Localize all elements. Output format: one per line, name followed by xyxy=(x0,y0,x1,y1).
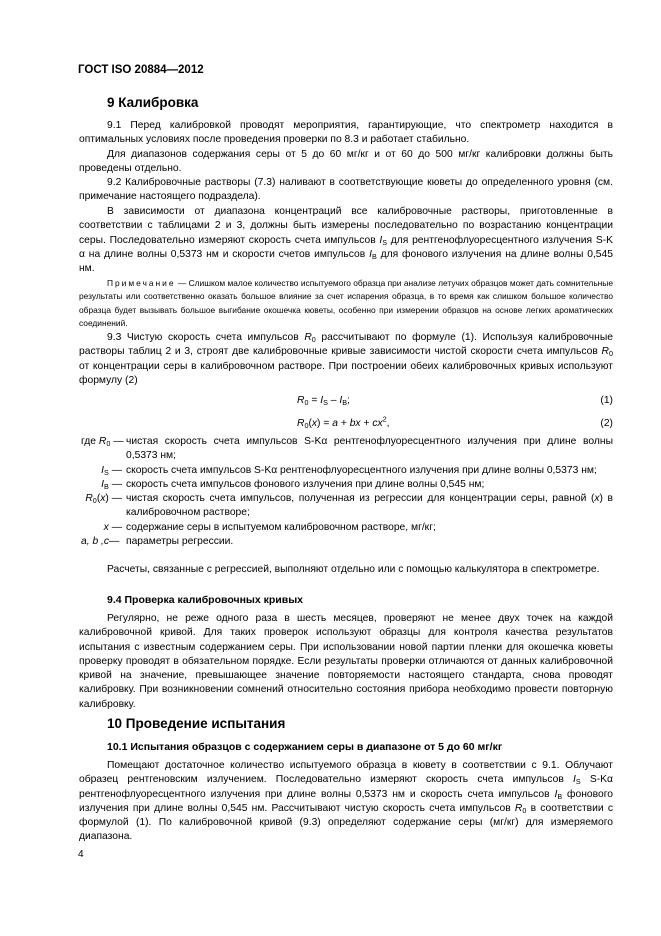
paragraph-9-4: Регулярно, не реже одного раза в шесть месяцев, проверяют не менее двух точек на каждой калибровочной кривой. Для таких проверок используют образцы для контроля качества результатов испытания с известным содержанием серы. При использовании новой партии пленки для окошечка кюветы проверку проводят в обязательном порядке. Если результаты проверки отличаются от данных калибровочной кривой на значение, превышающее значение повторяемости настоящего стандарта, снова проводят калибровку. При возникновении сомнений относительно состояния прибора необходимо провести повторную калибровку. xyxy=(79,613,613,710)
formula-2-expression: $R_0(x) = a$ + bx + $cx^2$, xyxy=(297,414,390,430)
formula-2 xyxy=(79,414,613,431)
definition-is: $I_S$ — скорость счета импульсов S-Kα рентгенофлуоресцентного излучения при длине волны 0,5373 нм; xyxy=(101,464,597,477)
formula-1 xyxy=(79,394,613,408)
subsection-9-4-title: 9.4 Проверка калибровочных кривых xyxy=(107,594,304,606)
section-10-title: 10 Проведение испытания xyxy=(107,716,286,731)
definition-x: x — содержание серы в испытуемом калибровочном растворе, мг/кг; xyxy=(103,521,436,533)
definition-r0: где $R_0$ — чистая скорость счета импульсов S-Kα рентгенофлуоресцентного излучения при длине волны 0,5373 нм; xyxy=(81,436,613,462)
section-9-title: 9 Калибровка xyxy=(107,95,199,110)
page-number: 4 xyxy=(78,849,84,860)
formula-1-expression: $R_0 = I_S - I_B$; xyxy=(297,395,350,407)
note-paragraph xyxy=(79,277,613,331)
note-text: — Слишком малое количество испытуемого образца при анализе летучих образцов может дать сомнительные результаты или соответственно оказать большое влияние за счет испарения образца, в то время как слишком большое количество образца будет вызывать большое выгибание окошечка кюветы, особенно при измерении образцов на основе легких ароматических соединений. xyxy=(79,278,613,329)
definition-r0x: $R_0(x)$ — чистая скорость счета импульсов, полученная из регрессии для концентрации серы, равной (x) в калибровочном растворе; xyxy=(85,493,613,519)
paragraph-9-1: 9.1 Перед калибровкой проводят мероприятия, гарантирующие, что спектрометр находится в оптимальных условиях после проведения проверки по 8.3 и работает стабильно. xyxy=(79,120,613,146)
paragraph-9-3: 9.3 Чистую скорость счета импульсов $R_0$ рассчитывают по формуле (1). Используя калибровочные растворы таблиц 2 и 3, строят две калибровочные кривые зависимости чистой скорости счета импульсов $R_0$ от концентрации серы в калибровочном растворе. При построении обеих калибровочных кривых используют формулу (2) xyxy=(79,332,613,386)
formula-1-number: (1) xyxy=(600,395,613,406)
paragraph-10-1: Помещают достаточное количество испытуемого образца в кювету в соответствии с 9.1. Облучают образец рентгеновским излучением. Последовательно измеряют скорость счета импульсов $I_S$ S-Kα рентгенофлуоресцентного излучения при длине волны 0,5373 нм и скорость счета импульсов $I_B$ фонового излучения при длине волны 0,545 нм. Рассчитывают чистую скорость счета импульсов $R_0$ в соответствии с формулой (1). По калибровочной кривой (9.3) определяют содержание серы (мг/кг) для измеряемого диапазона. xyxy=(79,760,614,843)
definitions-list xyxy=(79,435,613,549)
paragraph-9-2-measurement: В зависимости от диапазона концентраций все калибровочные растворы, приготовленные в соответствии с таблицами 2 и 3, должны быть измерены последовательно по возрастанию концентрации серы. Последовательно измеряют скорость счета импульсов $I_S$ для рентгенофлуоресцентного излучения S-K α на длине волны 0,5373 нм и скорости счетов импульсов $I_B$ для фонового излучения на длине волны 0,545 нм. xyxy=(79,206,613,274)
definition-ib: $I_B$ — скорость счета импульсов фонового излучения при длине волны 0,545 нм; xyxy=(101,478,485,491)
note-label: Примечание xyxy=(107,278,176,288)
subsection-10-1-title: 10.1 Испытания образцов с содержанием серы в диапазоне от 5 до 60 мг/кг xyxy=(107,741,503,753)
definition-abc: a, b ,c— параметры регрессии. xyxy=(81,535,234,547)
paragraph-regression: Расчеты, связанные с регрессией, выполняют отдельно или с помощью калькулятора в спектрометре. xyxy=(107,564,600,575)
formula-2-number: (2) xyxy=(600,418,613,429)
paragraph-9-2: 9.2 Калибровочные растворы (7.3) наливают в соответствующие кюветы до определенного уровня (см. примечание настоящего подраздела). xyxy=(79,177,613,203)
paragraph-9-1-ranges: Для диапазонов содержания серы от 5 до 60 мг/кг и от 60 до 500 мг/кг калибровки должны быть проведены отдельно. xyxy=(79,149,613,175)
standard-header: ГОСТ ISO 20884—2012 xyxy=(78,64,204,76)
